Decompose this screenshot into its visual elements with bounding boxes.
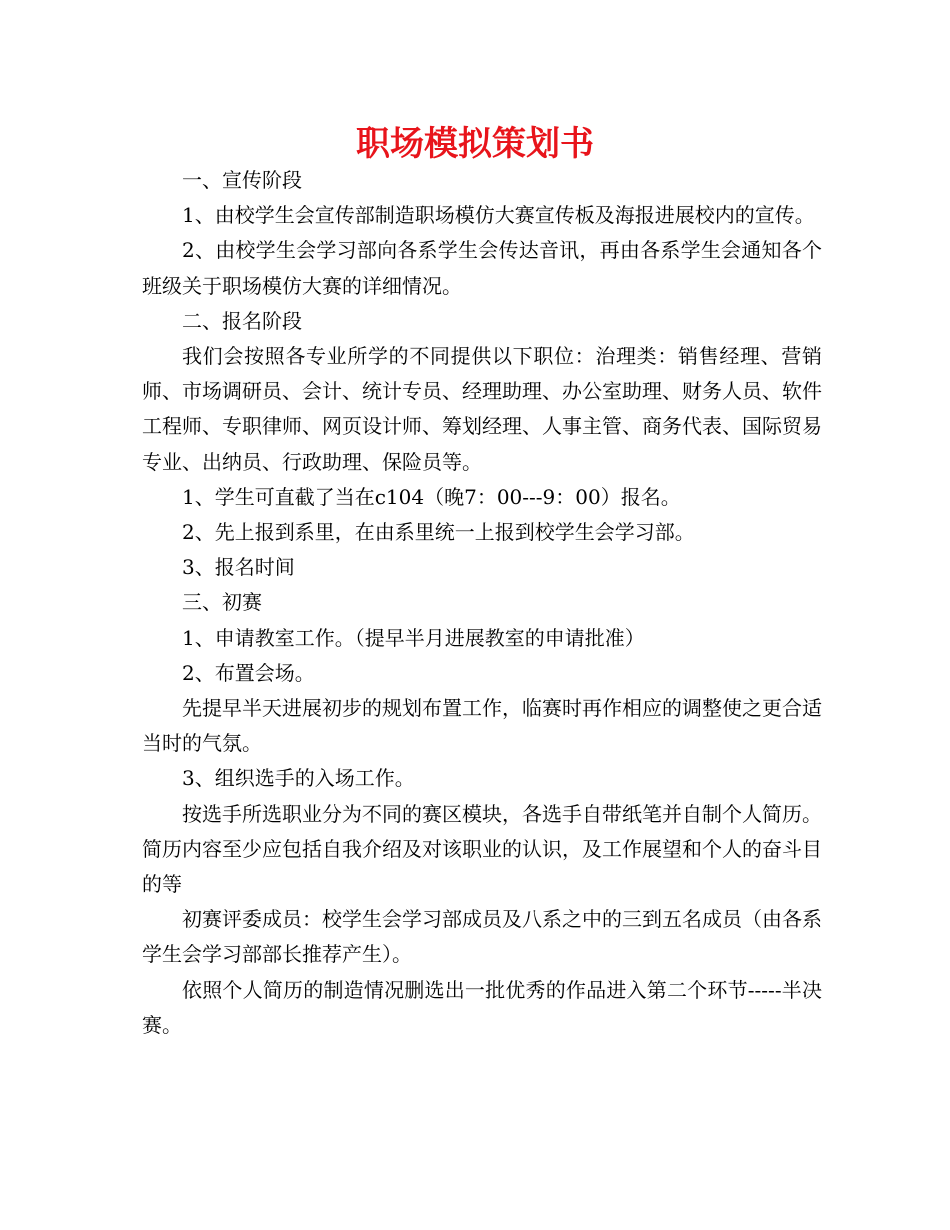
paragraph: 1、申请教室工作。（提早半月进展教室的申请批准） (182, 625, 645, 650)
paragraph: 按选手所选职业分为不同的赛区模块，各选手自带纸笔并自制个人简历。简历内容至少应包括自我介绍及对该职业的认识，及工作展望和个人的奋斗目的等 (142, 801, 822, 897)
paragraph: 先提早半天进展初步的规划布置工作，临赛时再作相应的调整使之更合适当时的气氛。 (142, 696, 822, 756)
paragraph: 我们会按照各专业所学的不同提供以下职位：治理类：销售经理、营销师、市场调研员、会计、统计专员、经理助理、办公室助理、财务人员、软件工程师、专职律师、网页设计师、筹划经理、人事主管、商务代表、国际贸易专业、出纳员、行政助理、保险员等。 (142, 344, 822, 474)
section-heading-preliminary: 三、初赛 (182, 590, 262, 615)
document-title: 职场模拟策划书 (356, 124, 594, 164)
paragraph: 依照个人简历的制造情况删选出一批优秀的作品进入第二个环节-----半决赛。 (142, 977, 822, 1037)
paragraph: 3、组织选手的入场工作。 (182, 766, 415, 791)
paragraph: 初赛评委成员：校学生会学习部成员及八系之中的三到五名成员（由各系学生会学习部部长推荐产生）。 (142, 907, 822, 967)
paragraph: 2、由校学生会学习部向各系学生会传达音讯，再由各系学生会通知各个班级关于职场模仿大赛的详细情况。 (142, 238, 822, 298)
paragraph: 2、布置会场。 (182, 660, 315, 685)
paragraph: 3、报名时间 (182, 555, 295, 580)
section-heading-publicity: 一、宣传阶段 (182, 168, 302, 192)
paragraph: 2、先上报到系里，在由系里统一上报到校学生会学习部。 (182, 520, 695, 545)
paragraph: 1、学生可直截了当在c104（晚7：00---9：00）报名。 (182, 484, 681, 509)
paragraph: 1、由校学生会宣传部制造职场模仿大赛宣传板及海报进展校内的宣传。 (182, 203, 815, 228)
document-body (142, 163, 822, 1043)
section-heading-registration: 二、报名阶段 (182, 308, 302, 333)
